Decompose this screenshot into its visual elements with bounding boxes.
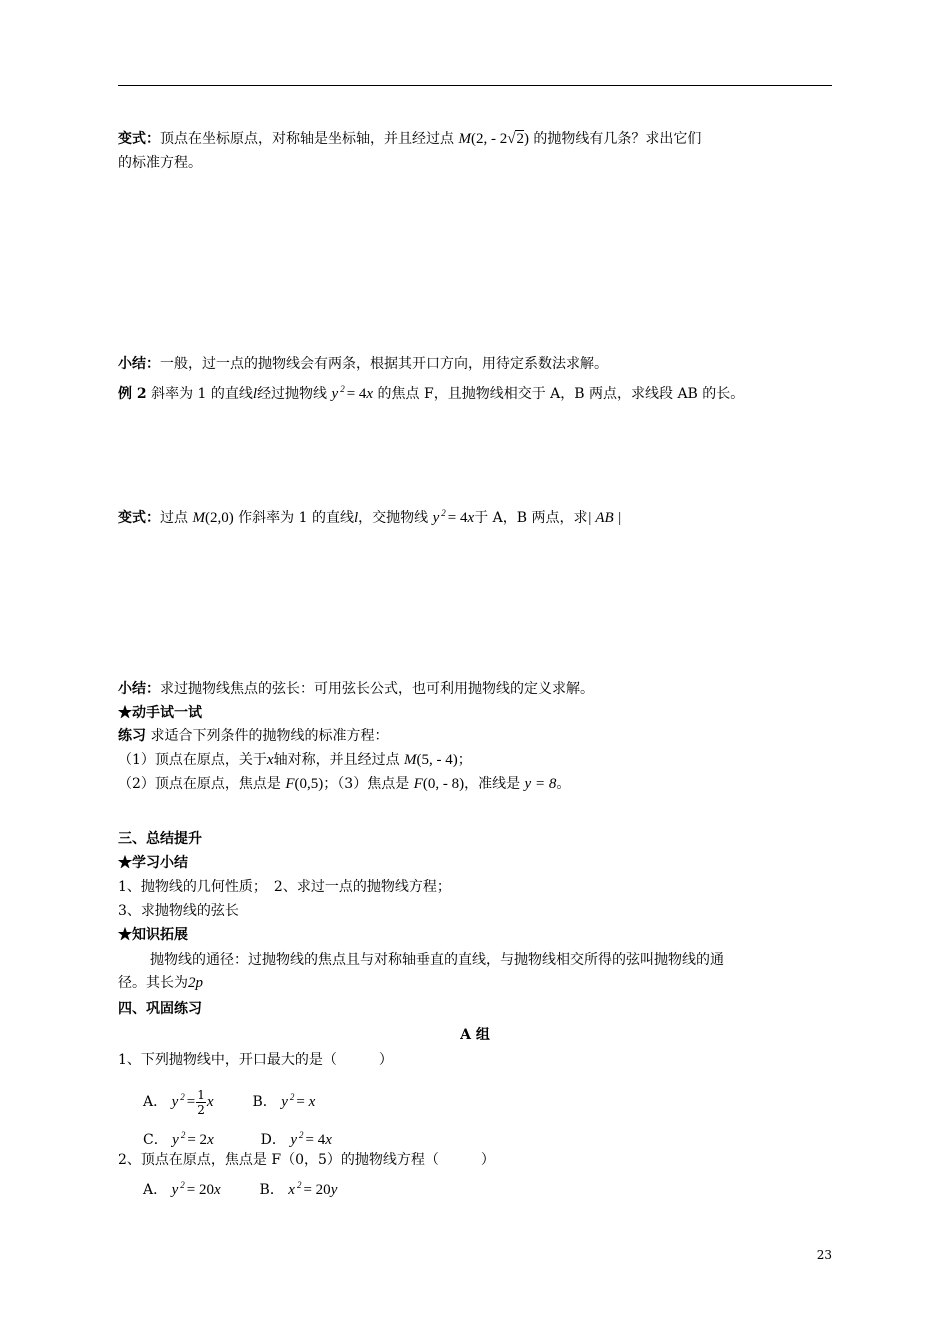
- item2-point: F(0,5): [285, 776, 324, 792]
- practice-item2-3: [118, 773, 570, 795]
- page-number: 23: [816, 1248, 832, 1262]
- practice-label: 练习: [118, 728, 146, 744]
- q1-options-ab: [143, 1082, 315, 1117]
- q1-d-label: D．: [260, 1132, 286, 1148]
- q1-b-label: B．: [252, 1094, 277, 1110]
- variant1-label: 变式：: [118, 131, 160, 147]
- variant1-point: M(2, - 2√2): [458, 131, 529, 147]
- try-heading: ★动手试一试: [118, 705, 202, 721]
- knowledge-text2: [118, 972, 203, 994]
- summary1-label: 小结：: [118, 356, 160, 372]
- practice-text: 求适合下列条件的抛物线的标准方程：: [150, 728, 389, 744]
- q1-a-den: 2: [197, 1102, 205, 1117]
- knowledge-len: 2p: [188, 975, 203, 991]
- variant1-text: 顶点在坐标原点，对称轴是坐标轴，并且经过点: [160, 131, 454, 147]
- q2-b-label: B．: [259, 1182, 284, 1198]
- example2-l: l: [252, 386, 258, 402]
- group-heading: A 组: [460, 1027, 490, 1043]
- item3-text-b: ，准线是: [464, 776, 521, 792]
- q1-a-rhs: x: [206, 1094, 214, 1110]
- example2: [118, 378, 744, 405]
- study-item-1: 1、抛物线的几何性质； 2、求过一点的抛物线方程；: [118, 879, 451, 895]
- example2-eq: y $^2$ = 4x: [331, 384, 374, 402]
- section4-heading: 四、巩固练习: [118, 1001, 202, 1017]
- variant2-l: l: [353, 510, 359, 526]
- knowledge-text1: 抛物线的通径：过抛物线的焦点且与对称轴垂直的直线，与抛物线相交所得的弦叫抛物线的通: [150, 952, 724, 968]
- q1-a-num: 1: [197, 1087, 205, 1102]
- item2-text-a: （2）顶点在原点，焦点是: [118, 776, 281, 792]
- item1-x: x: [266, 752, 274, 768]
- item3-point: F(0, - 8): [413, 776, 465, 792]
- example2-text-a: 斜率为 1 的直线: [151, 386, 253, 402]
- item1-text-c: ；: [457, 752, 472, 768]
- item1-text-b: 轴对称，并且经过点: [273, 752, 400, 768]
- variant2-text-b: 作斜率为 1 的直线: [238, 510, 354, 526]
- variant2-label: 变式：: [118, 510, 160, 526]
- example2-label: 例 2: [118, 386, 147, 402]
- summary1-text: 一般，过一点的抛物线会有两条，根据其开口方向，用待定系数法求解。: [160, 356, 608, 372]
- q1-a-frac: [196, 1088, 206, 1117]
- item1-text-a: （1）顶点在原点，关于: [118, 752, 267, 768]
- study-summary-heading: ★学习小结: [118, 855, 188, 871]
- q2-a-eq: y $^2$ = 20x: [171, 1180, 221, 1198]
- q2-a-label: A．: [143, 1182, 168, 1198]
- q1-c-label: C．: [143, 1132, 168, 1148]
- header-rule: [118, 85, 832, 86]
- q2-options: [143, 1174, 337, 1201]
- item3-text-c: 。: [556, 776, 571, 792]
- item3-eq: y = 8: [524, 776, 557, 792]
- variant2-eq: y $^2$ = 4x: [432, 508, 475, 526]
- study-item-2: 3、求抛物线的弦长: [118, 903, 239, 919]
- practice-line: [118, 725, 388, 747]
- variant2-text-c: ，交抛物线: [358, 510, 429, 526]
- variant2-ab: | AB |: [587, 510, 622, 526]
- q1-stem: 1、下列抛物线中，开口最大的是（ ）: [118, 1052, 393, 1068]
- q1-a-label: A．: [143, 1094, 168, 1110]
- variant1-line2: 的标准方程。: [118, 155, 202, 171]
- summary2-text: 求过抛物线焦点的弦长：可用弦长公式，也可利用抛物线的定义求解。: [160, 681, 594, 697]
- variant2-text-d: 于 A，B 两点，求: [474, 510, 588, 526]
- variant1-text2: 的抛物线有几条？求出它们: [533, 131, 702, 147]
- example2-text-b: 经过抛物线: [257, 386, 328, 402]
- q1-c-eq: y $^2$ = 2x: [172, 1130, 214, 1148]
- variant2-text-a: 过点: [160, 510, 188, 526]
- variant2-point: M(2,0): [192, 510, 234, 526]
- summary1: [118, 353, 608, 375]
- summary2-label: 小结：: [118, 681, 160, 697]
- q1-options-cd: [143, 1124, 332, 1151]
- variant2: [118, 502, 622, 529]
- q1-b-eq: y $^2$ = x: [281, 1092, 316, 1110]
- section3-heading: 三、总结提升: [118, 831, 202, 847]
- knowledge-heading: ★知识拓展: [118, 927, 188, 943]
- item1-point: M(5, - 4): [404, 752, 458, 768]
- q2-stem: 2、顶点在原点，焦点是 F（0，5）的抛物线方程（ ）: [118, 1152, 495, 1168]
- example2-text-c: 的焦点 F，且抛物线相交于 A，B 两点，求线段 AB 的长。: [377, 386, 745, 402]
- q1-a-eq: y $^2$ =: [171, 1092, 196, 1110]
- q1-d-eq: y $^2$ = 4x: [290, 1130, 332, 1148]
- q2-b-eq: x $^2$ = 20y: [288, 1180, 338, 1198]
- variant1-line1: [118, 128, 701, 150]
- summary2: [118, 678, 594, 700]
- practice-item1: [118, 749, 472, 771]
- knowledge-text2-a: 径。其长为: [118, 975, 188, 991]
- item2-text-b: ；（3）焦点是: [323, 776, 410, 792]
